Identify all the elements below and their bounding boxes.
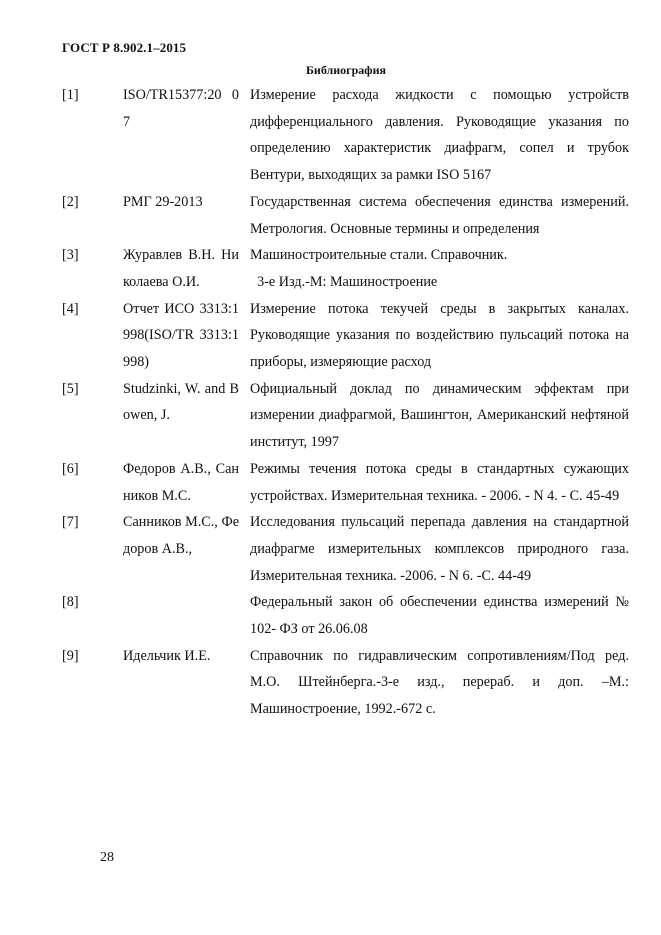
reference-item-2 (0, 189, 661, 242)
reference-item-3 (0, 242, 661, 295)
reference-title-line (250, 269, 629, 296)
reference-title: Измерение расхода жидкости с помощью устройств дифференциального давления. Руководящие указания по определению характеристик диафрагм, сопел и трубок Вентури, выходящих за рамки ISO 5167 (250, 87, 629, 184)
reference-number: [3] (62, 247, 79, 264)
page-number: 28 (100, 850, 114, 865)
reference-item-5 (0, 376, 661, 456)
bibliography-title: Библиография (305, 63, 387, 77)
reference-item-6 (0, 456, 661, 509)
reference-item-1 (0, 82, 661, 189)
reference-number: [8] (62, 594, 79, 611)
reference-author: Федоров А.В., Санников М.С. (123, 460, 239, 504)
reference-title: Официальный доклад по динамическим эффектам при измерении диафрагмой, Вашингтон, Американский нефтяной институт, 1997 (250, 380, 629, 451)
reference-title: Измерение потока текучей среды в закрытых каналах. Руководящие указания по воздействию пульсаций потока на приборы, измеряющие расход (250, 300, 629, 371)
reference-author: Журавлев В.Н. Николаева О.И. (123, 247, 239, 290)
reference-item-9 (0, 643, 661, 723)
reference-title: Справочник по гидравлическим сопротивлениям/Под ред. М.О. Штейнберга.-3-е изд., перераб. и доп. –М.: Машиностроение, 1992.-672 с. (250, 647, 629, 718)
reference-title: Исследования пульсаций перепада давления на стандартной диафрагме измерительных комплексов природного газа. Измерительная техника. -2006. - N 6. -С. 44-49 (250, 514, 629, 584)
reference-item-7 (0, 509, 661, 589)
reference-title (250, 242, 629, 295)
reference-number: [6] (62, 460, 79, 477)
reference-title: Федеральный закон об обеспечении единства измерений № 102- ФЗ от 26.06.08 (250, 594, 629, 638)
reference-list (0, 82, 661, 723)
reference-author: Studzinki, W. and Bowen, J. (123, 380, 239, 424)
reference-title-line: Машиностроительные стали. Справочник. (250, 247, 508, 264)
reference-number: [1] (62, 87, 79, 103)
reference-number: [7] (62, 514, 79, 531)
reference-author: Идельчик И.Е. (123, 647, 211, 664)
document-code: ГОСТ Р 8.902.1–2015 (62, 40, 187, 55)
reference-author: Санников М.С., Федоров А.В., (123, 514, 239, 557)
reference-item-8 (0, 589, 661, 642)
reference-author: ISO/TR15377:20 07 (123, 87, 239, 130)
reference-number: [9] (62, 647, 79, 664)
reference-number: [5] (62, 380, 79, 397)
reference-author: Отчет ИСО 3313:1998(ISO/TR 3313:1998) (123, 300, 239, 371)
reference-item-4 (0, 296, 661, 376)
reference-title: Государственная система обеспечения единства измерений. Метрология. Основные термины и определения (250, 193, 629, 237)
reference-number: [2] (62, 193, 79, 210)
reference-title-line-text: 3-е Изд.-М: Машиностроение (257, 273, 438, 290)
reference-title: Режимы течения потока среды в стандартных сужающих устройствах. Измерительная техника. - 2006. - N 4. - С. 45-49 (250, 460, 629, 504)
reference-author: РМГ 29-2013 (123, 193, 203, 210)
reference-number: [4] (62, 300, 79, 317)
